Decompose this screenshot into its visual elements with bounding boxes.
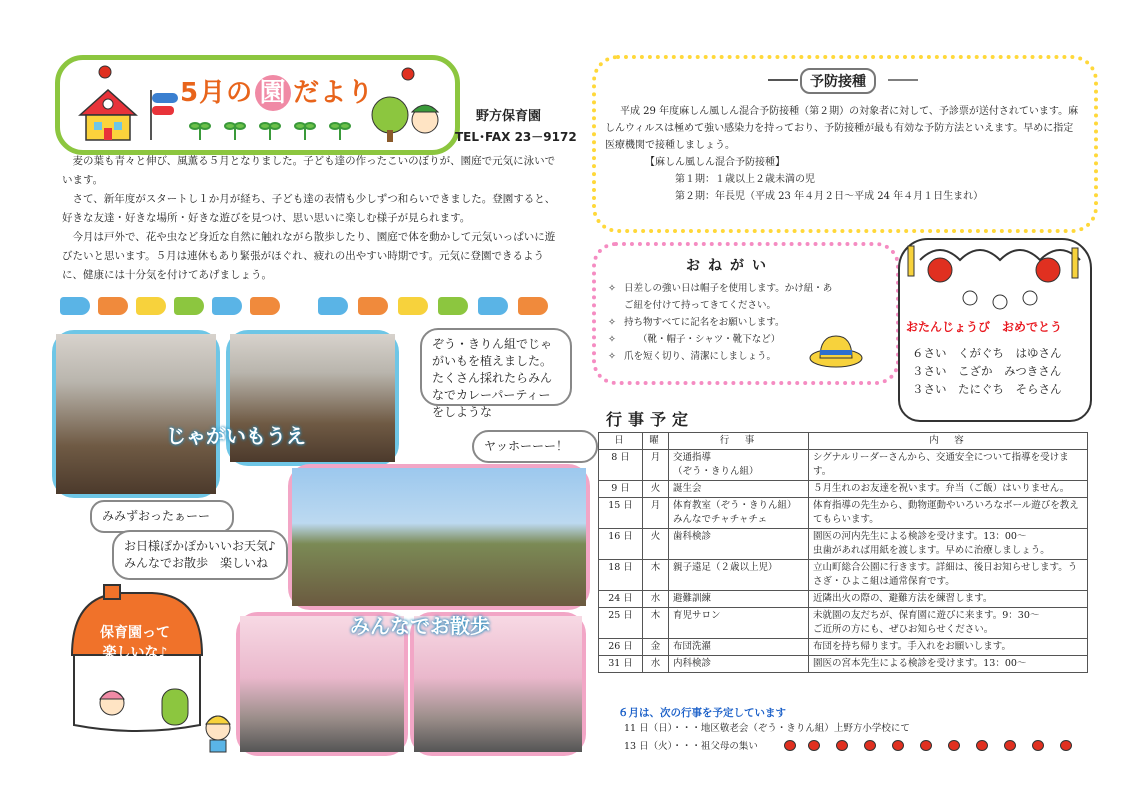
schedule-date: 31 日 (599, 656, 643, 673)
vaccine-period-2: 第２期：年長児（平成 23 年４月２日～平成 24 年４月１日生まれ） (675, 191, 984, 202)
vaccine-body: 平成 29 年度麻しん風しん混合予防接種（第２期）の対象者に対して、予診票が送付されています。麻しんウィルスは極めて強い感染力を持っており、予防接種が最も有効な予防方法といえます。早めに指定医療機関で接種しましょう。 (605, 106, 1079, 151)
request-item: ✧ 爪を短く切り、清潔にしましょう。 (608, 348, 838, 365)
schedule-date: 25 日 (599, 608, 643, 639)
child-mascot-icon (198, 708, 238, 756)
schedule-weekday: 木 (643, 608, 669, 639)
schedule-date: 26 日 (599, 639, 643, 656)
june-item: 11 日（日）・・・地区敬老会（ぞう・きりん組）上野方小学校にて (624, 723, 910, 734)
carp-flag-icon (136, 297, 166, 315)
schedule-title: 行事予定 (606, 410, 695, 429)
title-prefix: 5月の (180, 78, 254, 108)
schedule-body (599, 450, 1088, 673)
june-item: 13 日（火）・・・祖父母の集い (624, 741, 758, 752)
request-title: おねがい (686, 258, 774, 274)
schedule-event: 誕生会 (669, 481, 809, 498)
schedule-row (599, 450, 1088, 481)
carp-flag-icon (250, 297, 280, 315)
yahoo-speech-bubble: ヤッホーーー！ (472, 430, 598, 463)
ladybug-icon (976, 740, 988, 751)
birthday-kid: ３さい こざか みつきさん (912, 364, 1062, 378)
carp-flag-icon (438, 297, 468, 315)
ladybug-icon (864, 740, 876, 751)
ladybug-icon (808, 740, 820, 751)
schedule-details: 立山町総合公園に行きます。詳細は、後日お知らせします。うさぎ・ひよこ組は通常保育です。 (809, 560, 1088, 591)
intro-paragraph: 麦の葉も青々と伸び、風薫る５月となりました。子ども達の作ったこいのぼりが、園庭で元気に泳いでいます。 (62, 155, 556, 186)
schedule-details: ５月生れのお友達を祝います。弁当（ご飯）はいりません。 (809, 481, 1088, 498)
carp-flag-icon (398, 297, 428, 315)
schedule-details: 近隣出火の際の、避難方法を練習します。 (809, 591, 1088, 608)
schedule-event: 育児サロン (669, 608, 809, 639)
carp-flag-icon (358, 297, 388, 315)
request-item: ✧ 日差しの強い日は帽子を使用します。かけ紐・あご紐を付けて持ってきてください。 (608, 280, 838, 314)
potato-caption: じゃがいもうえ (166, 424, 306, 448)
school-name: 野方保育園 (476, 109, 542, 124)
carp-flag-row (318, 297, 568, 319)
worm-speech-bubble: みみずおったぁーー (90, 500, 234, 533)
schedule-weekday: 木 (643, 560, 669, 591)
schedule-row (599, 529, 1088, 560)
ladybug-border (784, 740, 1084, 754)
schedule-details: 園医の宮本先生による検診を受けます。13：00～ (809, 656, 1088, 673)
vaccine-period-1: 第１期：１歳以上２歳未満の児 (675, 174, 815, 185)
schedule-date: 24 日 (599, 591, 643, 608)
photo-potato-planting-1 (52, 330, 220, 498)
schedule-weekday: 水 (643, 591, 669, 608)
schedule-event: 体育教室（ぞう・きりん組） みんなでチャチャチェ (669, 498, 809, 529)
weather-bubble-text: お日様ぽかぽかいいお天気♪ (124, 539, 276, 553)
schedule-event: 歯科検診 (669, 529, 809, 560)
schedule-event: 内科検診 (669, 656, 809, 673)
intro-paragraph: 今月は戸外で、花や虫など身近な自然に触れながら散歩したり、園庭で体を動かして元気いっぱいに遊びたいと思います。５月は連休もあり緊張がほぐれ、疲れの出やすい時期です。元気に登園できるように、健康には十分気を付けてあげましょう。 (62, 231, 556, 281)
ladybug-icon (784, 740, 796, 751)
schedule-row (599, 498, 1088, 529)
schedule-date: 16 日 (599, 529, 643, 560)
schedule-event: 親子遠足（２歳以上児） (669, 560, 809, 591)
schedule-details: 園医の河内先生による検診を受けます。13：00～ 虫歯があれば用紙を渡します。早めに治療しましょう。 (809, 529, 1088, 560)
schedule-weekday: 火 (643, 481, 669, 498)
schedule-event: 避難訓練 (669, 591, 809, 608)
schedule-date: 18 日 (599, 560, 643, 591)
ladybug-icon (1032, 740, 1044, 751)
carp-flag-icon (174, 297, 204, 315)
schedule-details: 布団を持ち帰ります。手入れをお願いします。 (809, 639, 1088, 656)
carp-flag-icon (60, 297, 90, 315)
ladybug-icon (892, 740, 904, 751)
vaccine-title: 予防接種 (800, 68, 876, 94)
newsletter-title (180, 72, 374, 111)
schedule-weekday: 月 (643, 498, 669, 529)
schedule-table (598, 432, 1088, 673)
schedule-details: シグナルリーダーさんから、交通安全について指導を受けます。 (809, 450, 1088, 481)
schedule-event: 交通指導 （ぞう・きりん組） (669, 450, 809, 481)
schedule-row (599, 591, 1088, 608)
carp-flag-icon (478, 297, 508, 315)
carp-flag-row (60, 297, 300, 319)
potato-speech-bubble: ぞう・きりん組でじゃがいもを植えました。たくさん採れたらみんなでカレーパーティーをしような (420, 328, 572, 406)
tel-fax: TEL･FAX 23－9172 (455, 130, 577, 144)
schedule-date: 15 日 (599, 498, 643, 529)
schedule-header: 内 容 (809, 433, 1088, 450)
straw-hat-icon (808, 332, 864, 370)
schedule-header: 日 (599, 433, 643, 450)
weather-speech-bubble (112, 530, 288, 580)
schedule-details: 未就園の友だちが、保育園に遊びに来ます。9：30～ ご近所の方にも、ぜひお知らせください。 (809, 608, 1088, 639)
schedule-row (599, 481, 1088, 498)
house-text (80, 622, 190, 696)
ladybug-icon (1004, 740, 1016, 751)
schedule-row (599, 608, 1088, 639)
carp-flag-icon (98, 297, 128, 315)
birthday-title: おたんじょうび おめでとう (906, 320, 1063, 334)
birthday-kid: ３さい たにぐち そらさん (912, 382, 1062, 396)
request-list (608, 280, 838, 365)
schedule-weekday: 水 (643, 656, 669, 673)
june-heading: ６月は、次の行事を予定しています (618, 707, 786, 719)
house-line-3: 園での様子を紹介します。 (85, 670, 185, 696)
title-suffix: だより (293, 78, 375, 108)
schedule-event: 布団洗濯 (669, 639, 809, 656)
ladybug-icon (1060, 740, 1072, 751)
cake-decoration-icon (900, 240, 1090, 315)
schedule-row (599, 656, 1088, 673)
schedule-weekday: 月 (643, 450, 669, 481)
intro-text (62, 152, 562, 285)
house-line-2: 楽しいな♪ (102, 645, 168, 661)
schedule-date: 8 日 (599, 450, 643, 481)
schedule-weekday: 金 (643, 639, 669, 656)
schedule-header: 行 事 (669, 433, 809, 450)
ladybug-icon (836, 740, 848, 751)
ladybug-icon (948, 740, 960, 751)
carp-flag-icon (518, 297, 548, 315)
ladybug-icon (920, 740, 932, 751)
title-en-badge: 園 (255, 75, 291, 111)
schedule-date: 9 日 (599, 481, 643, 498)
weather-bubble-cut-text: みんなでお散歩 楽しいね (124, 556, 269, 570)
schedule-header-row (599, 433, 1088, 450)
intro-paragraph: さて、新年度がスタートし１か月が経ち、子ども達の表情も少しずつ和らいできました。登園すると、好きな友達・好きな場所・好きな遊びを見つけ、思い思いに楽しむ様子が見られます。 (62, 193, 556, 224)
schedule-row (599, 639, 1088, 656)
request-item: ✧ （靴・帽子・シャツ・靴下など） (608, 331, 838, 348)
vaccine-text (605, 103, 1080, 205)
carp-flag-icon (318, 297, 348, 315)
schedule-details: 体育指導の先生から、動物運動やいろいろなボール遊びを教えてもらいます。 (809, 498, 1088, 529)
vaccine-subtitle: 【麻しん風しん混合予防接種】 (645, 157, 785, 168)
house-line-1: 保育園って (100, 625, 170, 641)
request-item: ✧ 持ち物すべてに記名をお願いします。 (608, 314, 838, 331)
birthday-kid: ６さい くがぐち はゆさん (912, 346, 1062, 360)
schedule-weekday: 火 (643, 529, 669, 560)
schedule-row (599, 560, 1088, 591)
carp-flag-icon (212, 297, 242, 315)
photo-walk-hill (288, 464, 590, 610)
walk-caption: みんなでお散歩 (350, 614, 490, 638)
schedule-header: 曜 (643, 433, 669, 450)
